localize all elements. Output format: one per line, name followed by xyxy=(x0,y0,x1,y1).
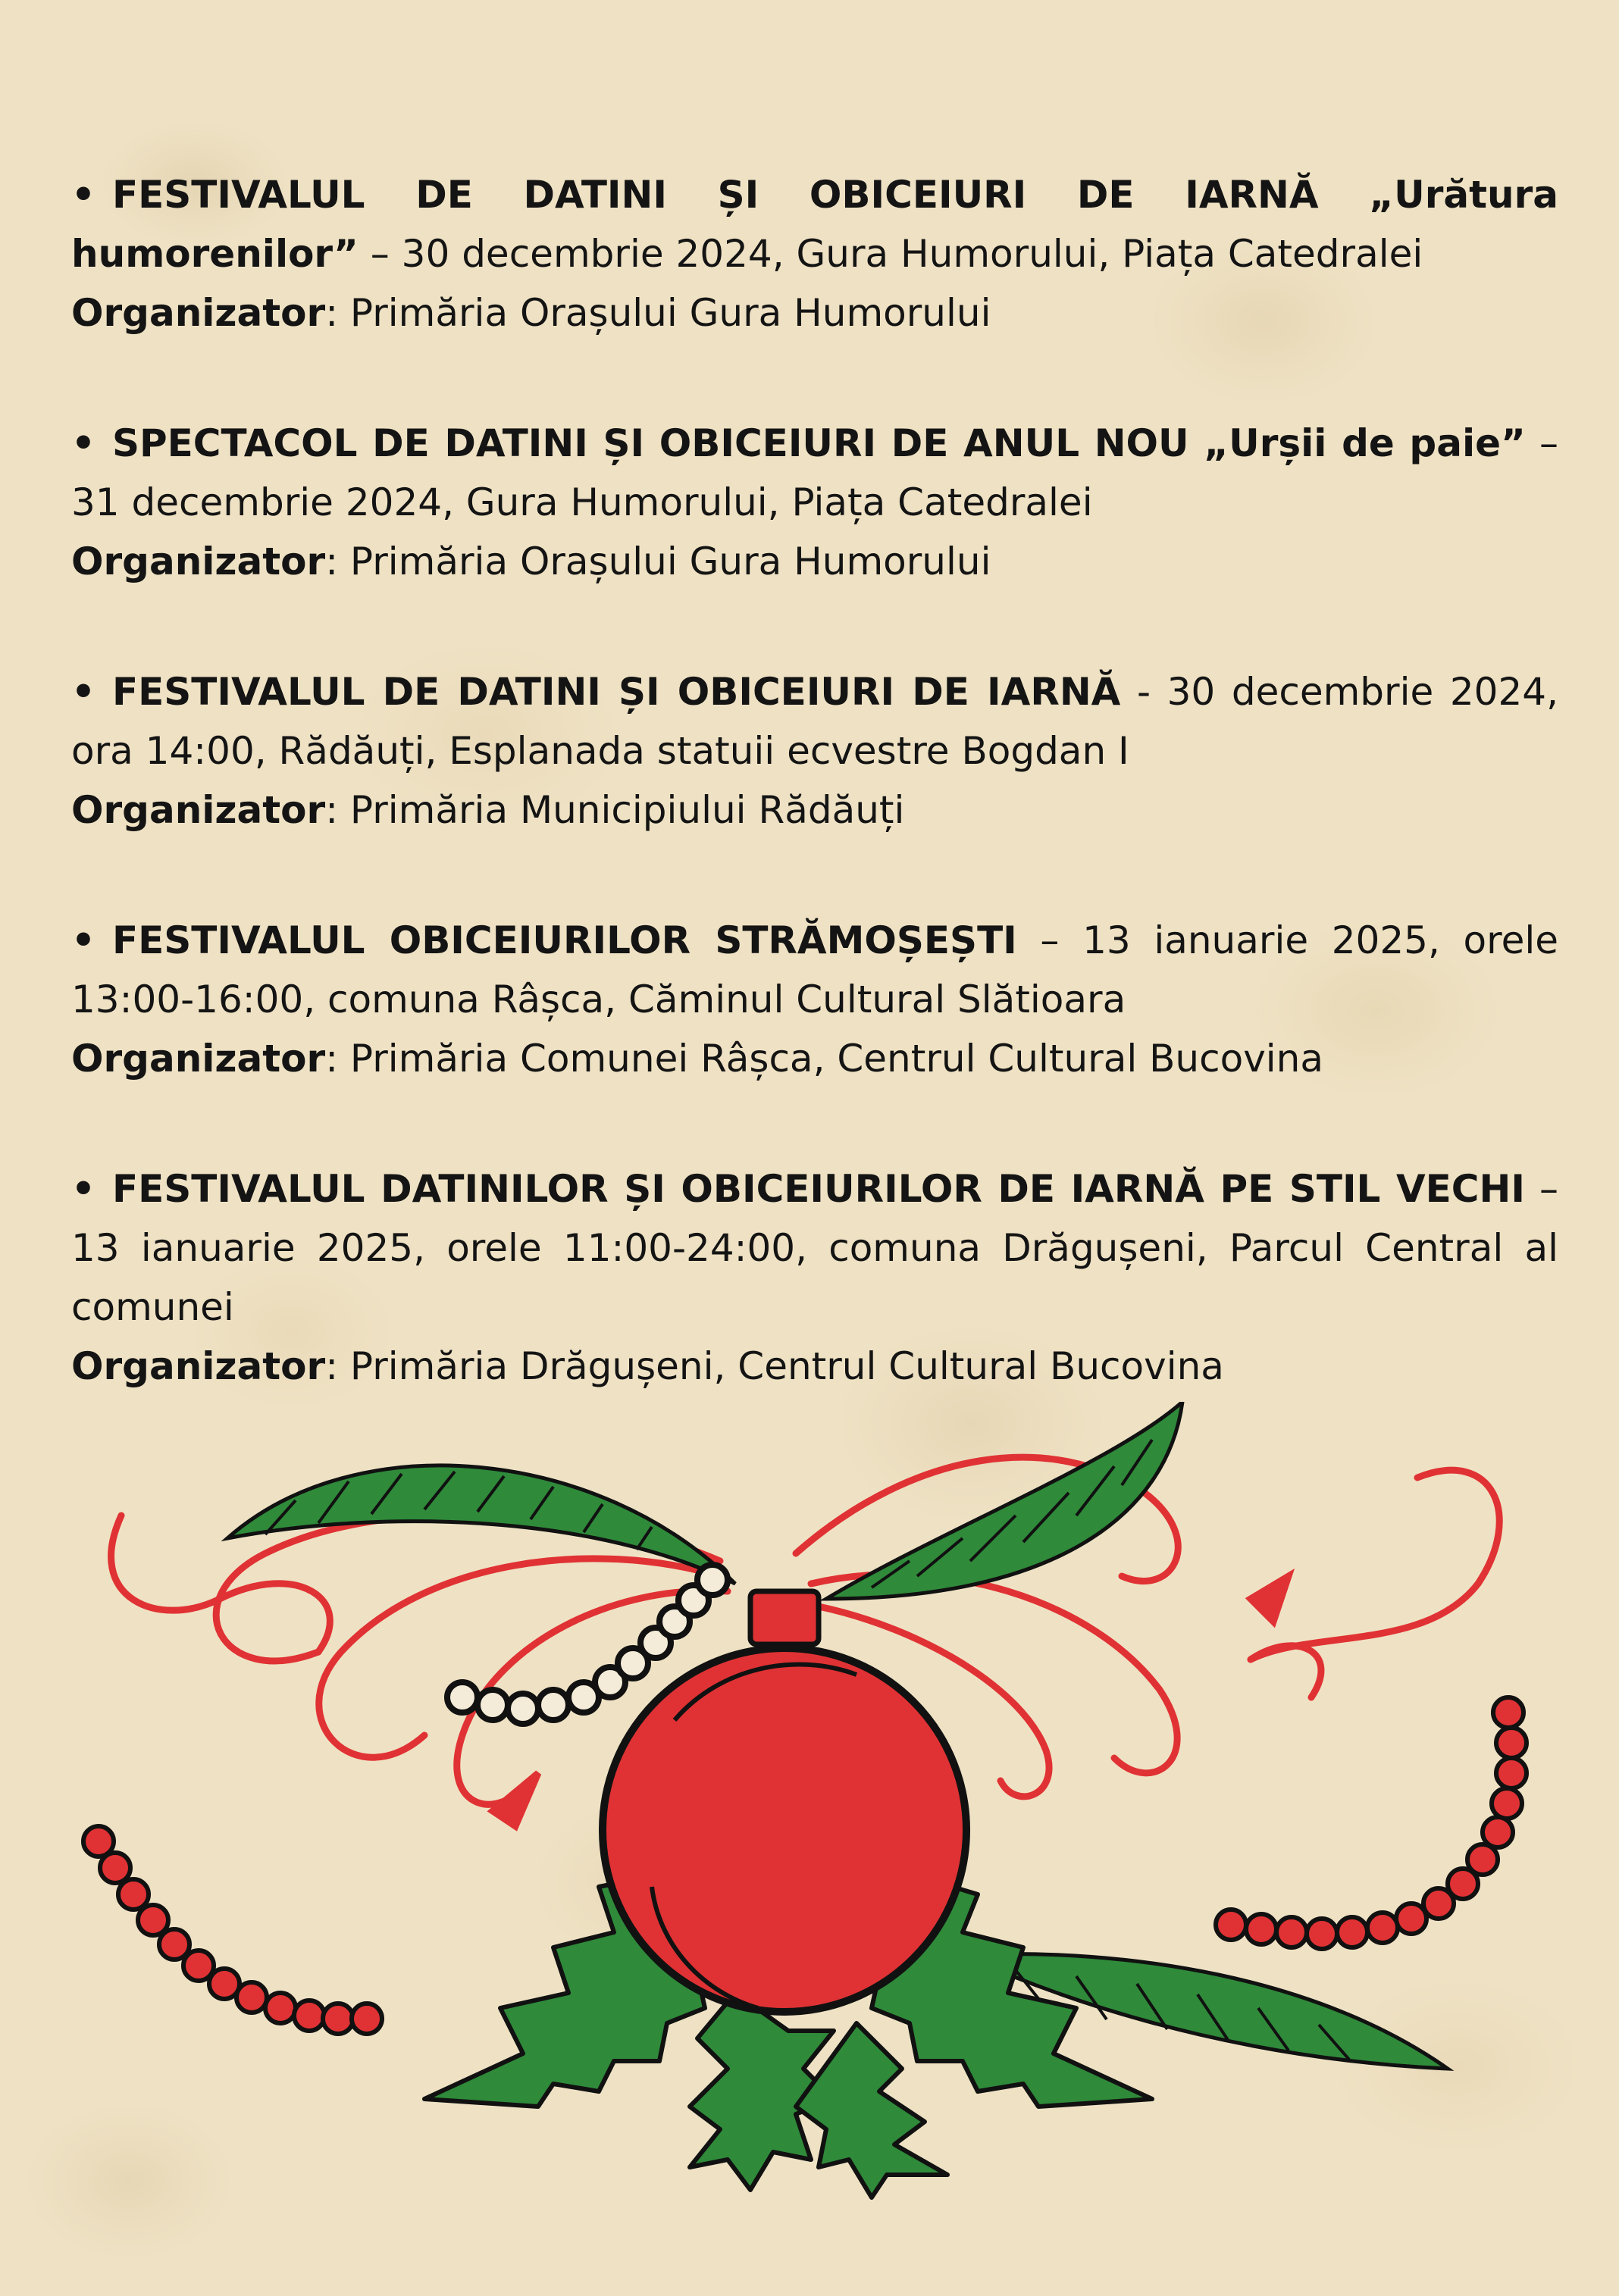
event-list xyxy=(71,165,1558,1467)
event-item xyxy=(71,1159,1558,1396)
event-description xyxy=(71,165,1558,283)
organizer-label: Organizator xyxy=(71,1037,326,1081)
bullet-icon: • xyxy=(71,421,96,465)
organizer-name: : Primăria Orașului Gura Humorului xyxy=(325,540,991,583)
organizer-label: Organizator xyxy=(71,1344,326,1388)
event-description xyxy=(71,414,1558,532)
event-organizer xyxy=(71,283,1558,343)
event-details: – 30 decembrie 2024, Gura Humorului, Piața Catedralei xyxy=(358,232,1423,276)
organizer-name: : Primăria Drăgușeni, Centrul Cultural Bucovina xyxy=(325,1344,1224,1388)
event-details: – 31 decembrie 2024, Gura Humorului, Piața Catedralei xyxy=(71,421,1558,524)
organizer-name: : Primăria Municipiului Rădăuți xyxy=(325,788,905,832)
organizer-label: Organizator xyxy=(71,788,326,832)
event-details: – 13 ianuarie 2025, orele 13:00-16:00, comuna Râșca, Căminul Cultural Slătioara xyxy=(71,918,1558,1021)
event-organizer xyxy=(71,532,1558,591)
organizer-label: Organizator xyxy=(71,291,326,335)
event-organizer xyxy=(71,1029,1558,1088)
bullet-icon: • xyxy=(71,173,96,217)
event-title: FESTIVALUL DE DATINI ȘI OBICEIURI DE IARNĂ xyxy=(111,670,1121,714)
event-description xyxy=(71,1159,1558,1337)
event-title: SPECTACOL DE DATINI ȘI OBICEIURI DE ANUL NOU „Urșii de paie” xyxy=(111,421,1526,465)
bullet-icon: • xyxy=(71,1167,96,1211)
event-title: FESTIVALUL DE DATINI ȘI OBICEIURI DE IARNĂ „Urătura humorenilor” xyxy=(71,173,1558,276)
event-description xyxy=(71,911,1558,1029)
event-title: FESTIVALUL DATINILOR ȘI OBICEIURILOR DE IARNĂ PE STIL VECHI xyxy=(111,1167,1525,1211)
event-organizer xyxy=(71,780,1558,840)
bullet-icon: • xyxy=(71,918,96,962)
event-item xyxy=(71,662,1558,840)
event-details: - 30 decembrie 2024, ora 14:00, Rădăuți, Esplanada statuii ecvestre Bogdan I xyxy=(71,670,1558,773)
bullet-icon: • xyxy=(71,670,96,714)
organizer-name: : Primăria Orașului Gura Humorului xyxy=(325,291,991,335)
event-title: FESTIVALUL OBICEIURILOR STRĂMOȘEȘTI xyxy=(111,918,1017,962)
event-details: – 13 ianuarie 2025, orele 11:00-24:00, comuna Drăgușeni, Parcul Central al comunei xyxy=(71,1167,1558,1329)
christmas-ornament-illustration xyxy=(68,1402,1551,2205)
event-item xyxy=(71,165,1558,343)
event-description xyxy=(71,662,1558,780)
event-item xyxy=(71,911,1558,1088)
event-item xyxy=(71,414,1558,591)
organizer-label: Organizator xyxy=(71,540,326,583)
organizer-name: : Primăria Comunei Râșca, Centrul Cultural Bucovina xyxy=(325,1037,1324,1081)
event-organizer xyxy=(71,1337,1558,1396)
